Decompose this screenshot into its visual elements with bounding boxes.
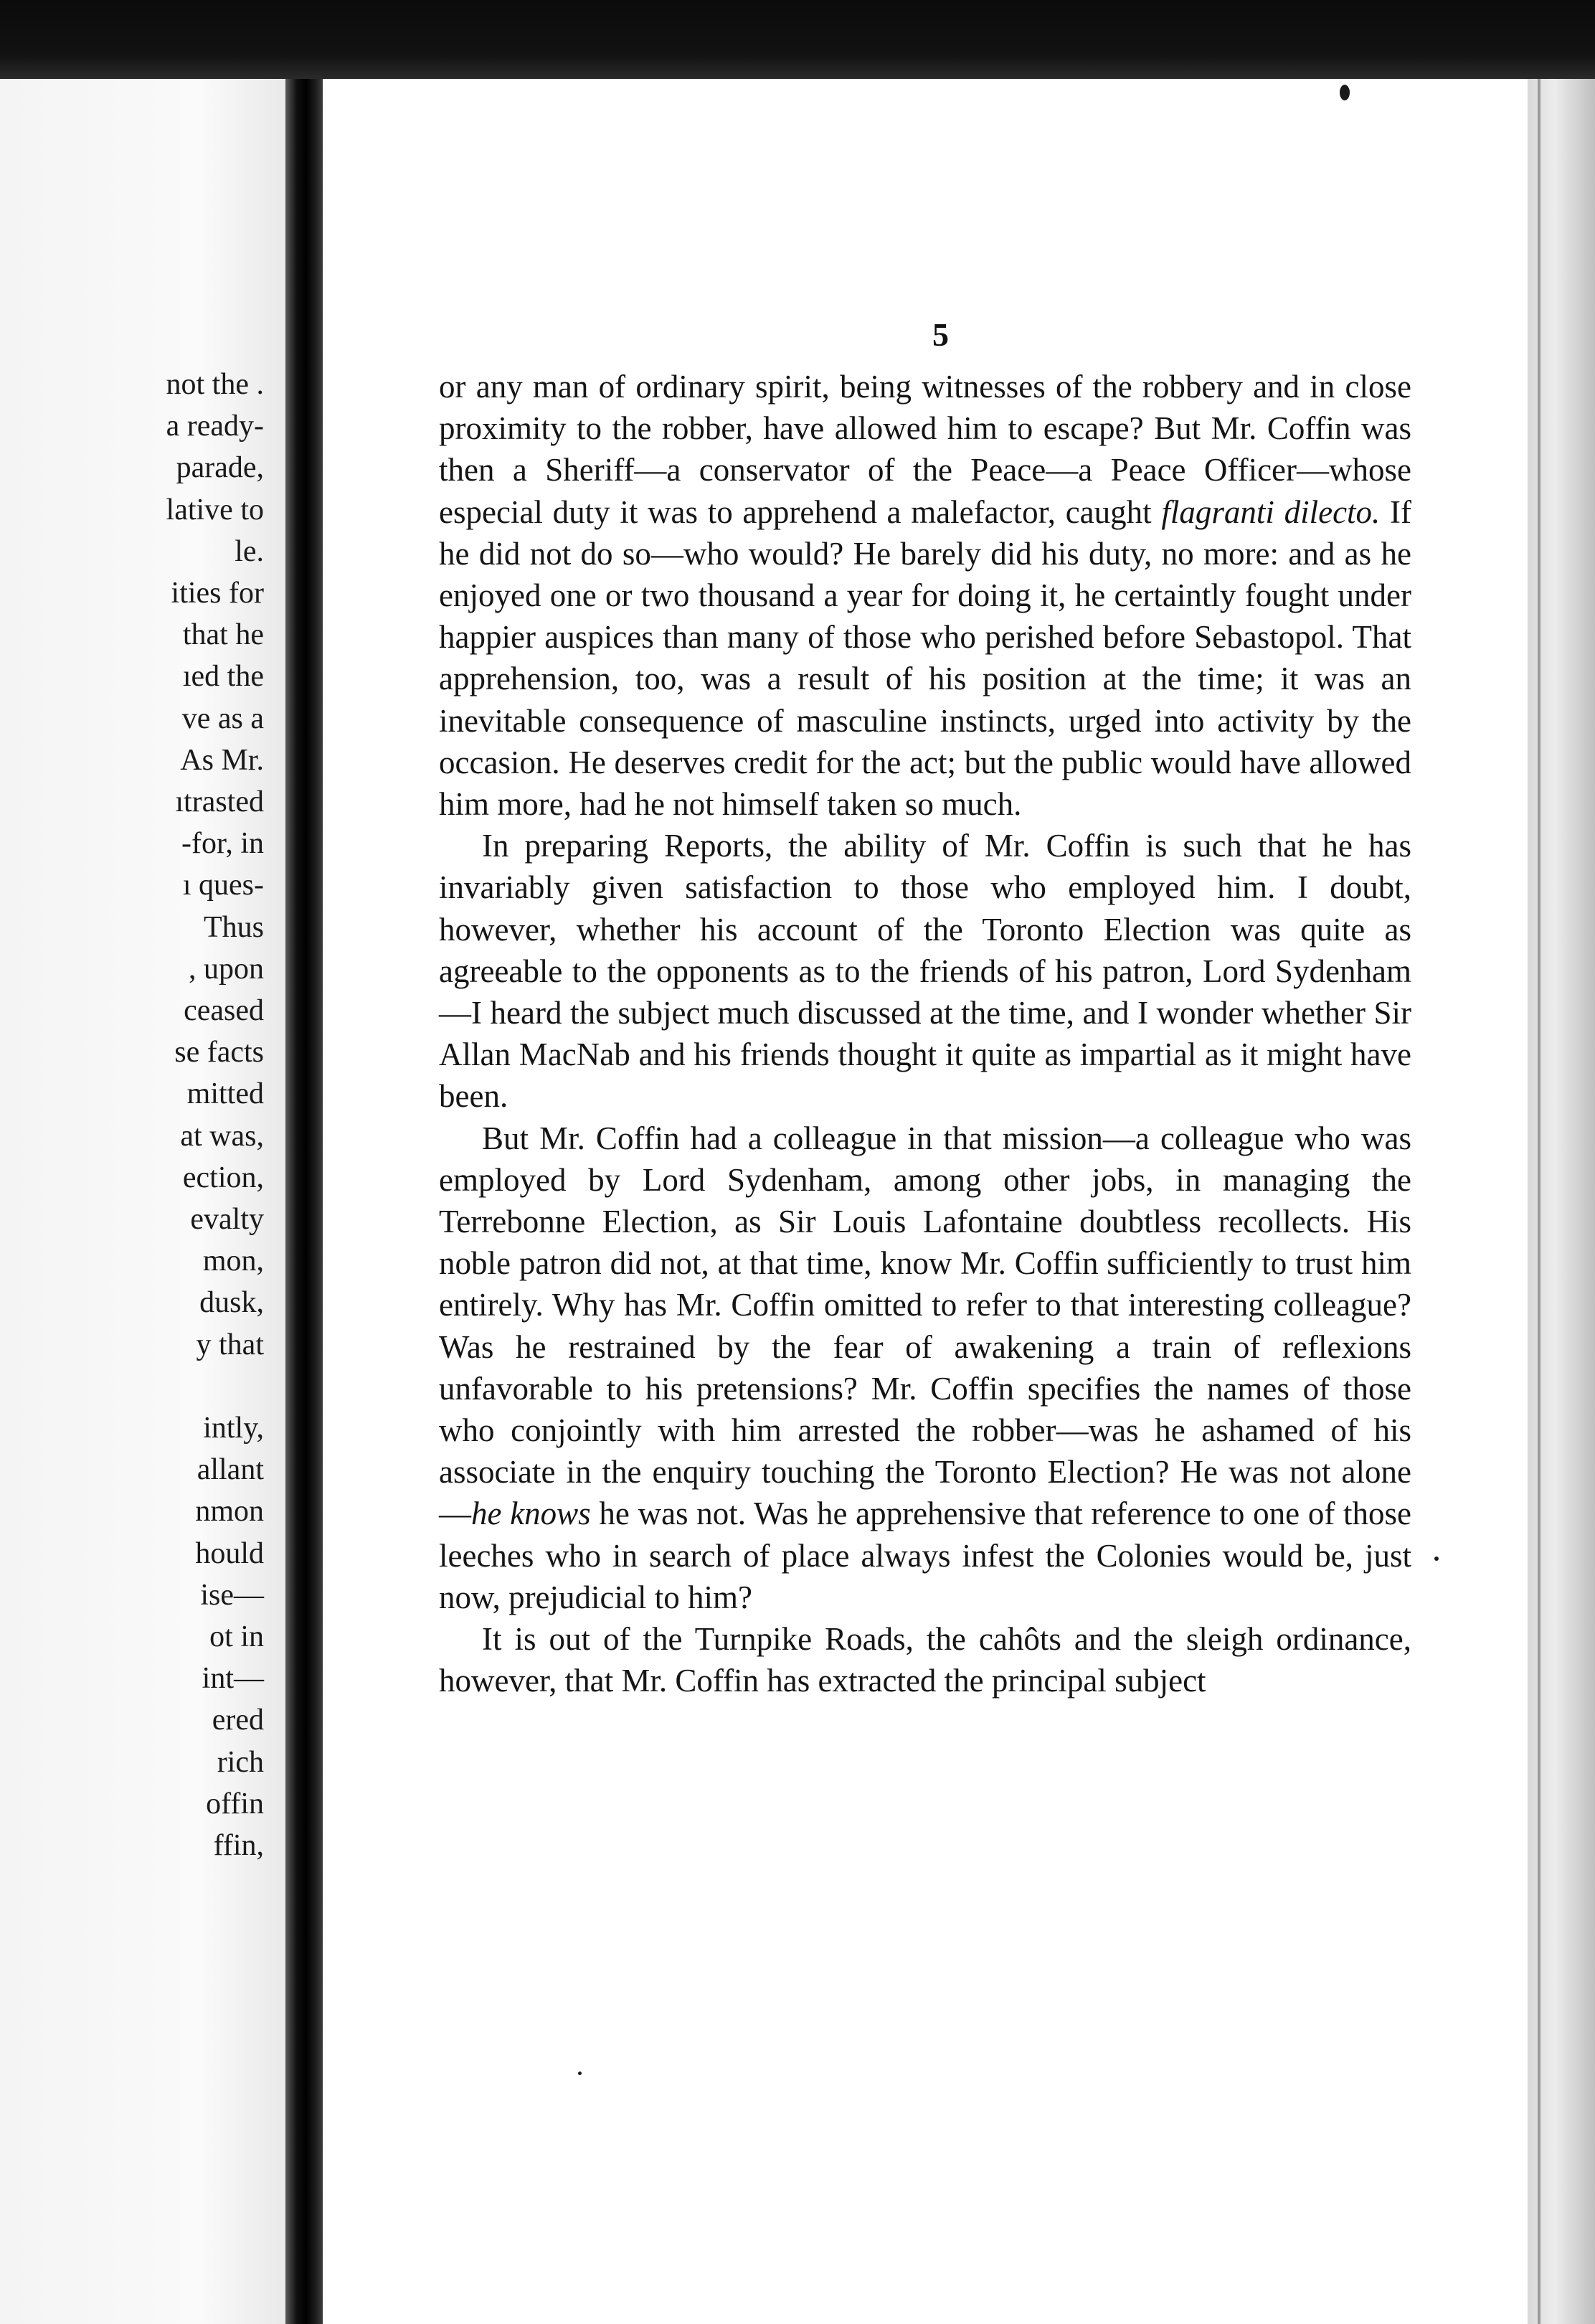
paragraph-text: In preparing Reports, the ability of Mr. Coffin is such that he has invariably given satisfaction to those who employed him. I doubt, however, whether his account of the Toronto Election was quite as agreeable to the opponents as to the friends of his patron, Lord Sydenham—I heard the subject much discussed at the time, and I wonder whether Sir Allan MacNab and his friends thought it quite as impartial as it might have been. [439, 828, 1411, 1115]
left-page-line: parade, [176, 451, 264, 485]
left-page-line: hould [195, 1536, 264, 1570]
left-page-line: ffin, [213, 1829, 264, 1862]
page-number: 5 [932, 316, 949, 353]
left-page-line: int— [202, 1662, 264, 1696]
left-page-line: nmon [195, 1495, 264, 1529]
book-gutter [285, 79, 323, 2324]
left-page-line: ıtrasted [175, 785, 264, 818]
left-page-line: ities for [171, 577, 264, 610]
left-page-line: le. [235, 534, 264, 568]
page-edge [1528, 79, 1595, 2324]
left-page-line: rich [217, 1745, 264, 1779]
body-text [439, 366, 1411, 1702]
left-page-line: ceased [184, 994, 264, 1027]
paragraph-text: he was not. Was he apprehensive that reference to one of those leeches who in search of place always infest the Colonies would be, just now, prejudicial to him? [439, 1496, 1411, 1615]
left-page-line: a ready- [166, 410, 264, 443]
scan-top-border [0, 0, 1595, 79]
left-page-line: that he [182, 618, 264, 652]
left-page-line: se facts [174, 1036, 264, 1069]
scan-speck [1434, 1557, 1439, 1561]
paragraph [439, 1618, 1411, 1701]
left-page-line: , upon [189, 952, 264, 986]
italic-phrase: he knows [471, 1496, 591, 1532]
left-page-line: As Mr. [180, 743, 264, 777]
left-page-line: -for, in [181, 827, 264, 861]
left-page-line: ı ques- [182, 869, 264, 902]
left-page-line: lative to [166, 493, 264, 526]
left-page-line: evalty [190, 1203, 264, 1236]
left-page-line: ve as a [181, 702, 264, 735]
page-edge-line [1538, 79, 1540, 2324]
left-page-line: dusk, [199, 1286, 264, 1320]
paragraph [439, 1118, 1411, 1618]
left-page-line: at was, [180, 1119, 264, 1153]
paragraph [439, 366, 1411, 825]
scan-speck [578, 2072, 582, 2075]
left-page-line: allant [197, 1453, 264, 1487]
left-page-line: intly, [203, 1412, 264, 1445]
paragraph-text: It is out of the Turnpike Roads, the cahôts and the sleigh ordinance, however, that Mr. Coffin has extracted the principal subject [439, 1621, 1411, 1699]
left-page-line: mon, [202, 1244, 264, 1278]
left-page-line: not the . [166, 368, 264, 401]
left-page-line: ise— [200, 1578, 264, 1612]
paragraph [439, 825, 1411, 1117]
italic-phrase: flagranti dilecto. [1161, 493, 1381, 530]
left-page-line: ection, [182, 1161, 264, 1194]
left-page [0, 79, 285, 2324]
left-page-line: ıed the [182, 660, 264, 694]
left-page-line: y that [196, 1328, 264, 1361]
left-page-line: mitted [186, 1077, 264, 1111]
left-page-line: ot in [209, 1620, 264, 1653]
left-page-line: offin [206, 1787, 264, 1820]
left-page-line: ered [212, 1704, 264, 1737]
scan-speck [1340, 85, 1350, 100]
left-page-line: Thus [204, 910, 264, 944]
paragraph-text: or any man of ordinary spirit, being witnesses of the robbery and in close proximity to the robber, have allowed him to escape? But Mr. Coffin was then a Sheriff—a conservator of the Peace—a Peace Officer—whose especial duty it was to apprehend a malefactor, caught [439, 369, 1411, 530]
paragraph-text: If he did not do so—who would? He barely did his duty, no more: and as he enjoyed one or two thousand a year for doing it, he certaintly fought under happier auspices than many of those who perished before Sebastopol. That apprehension, too, was a result of his position at the time; it was an inevitable consequence of masculine instincts, urged into activity by the occasion. He deserves credit for the act; but the public would have allowed him more, had he not himself taken so much. [439, 493, 1411, 823]
paragraph-text: But Mr. Coffin had a colleague in that mission—a colleague who was employed by Lord Sydenham, among other jobs, in managing the Terrebonne Election, as Sir Louis Lafontaine doubtless recollects. His noble patron did not, at that time, know Mr. Coffin sufficiently to trust him entirely. Why has Mr. Coffin omitted to refer to that interesting colleague? Was he restrained by the fear of awakening a train of reflexions unfavorable to his pretensions? Mr. Coffin specifies the names of those who conjointly with him arrested the robber—was he ashamed of his associate in the enquiry touching the Toronto Election? He was not alone— [439, 1120, 1411, 1532]
